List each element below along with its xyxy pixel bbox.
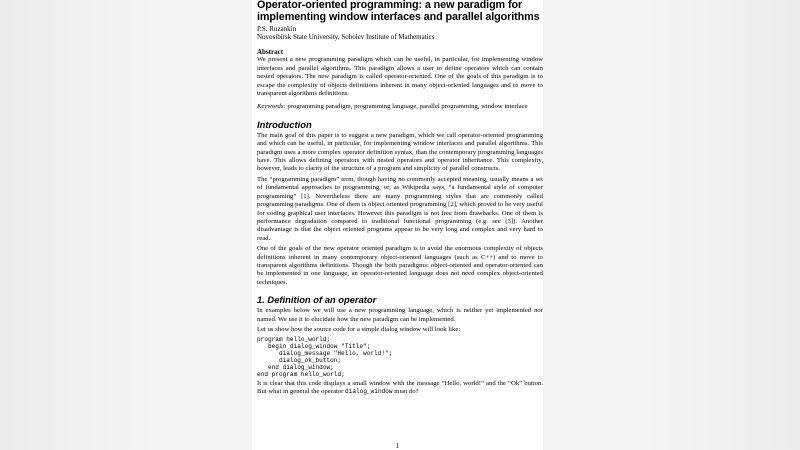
paper-title <box>257 0 543 23</box>
section-1-paragraph-3 <box>257 380 543 397</box>
title-line-1: Operator-oriented programming: a new paradigm for <box>257 0 523 11</box>
author-affiliation: Novosibirsk State University, Sobolev Institute of Mathematics <box>257 33 435 42</box>
author-block <box>257 25 543 41</box>
introduction-heading: Introduction <box>257 118 312 130</box>
keywords <box>257 103 543 111</box>
section-1-paragraph-1: In examples below we will use a new programming language, which is neither yet implemented nor named. We use it to elucidate how the new paradigm can be implemented. <box>257 307 543 323</box>
paragraph-3-text-after: must do? <box>394 388 419 396</box>
title-line-2: implementing window interfaces and parallel algorithms <box>257 10 540 23</box>
abstract-text: We present a new programming paradigm which can be useful, in particular, for implementing window interfaces and parallel algorithms. This paradigm allows a user to define operators which can contain nested operators. The new paradigm is called operator-oriented. One of the goals of this paradigm is to escape the complexity of objects definitions inherent in many object-oriented languages and to move to transparent algorithms definitions. <box>257 56 543 98</box>
intro-paragraph-2: The “programming paradigm” term, though having no commonly accepted meaning, usually means a set of fundamental approaches to programming, or, as Wikipedia says, “a fundamental style of computer programming” [1]. Nevertheless there are many programming styles that are commonly called programming paradigms. One of them is object oriented programming [2], which proved to be very useful for coding graphical user interfaces. However this paradigm is not free from drawbacks. One of them is performance degradation compared to traditional functional programming (e.g. see [3]). Another disadvantage is that the object oriented programs appear to be very long and complex and very hard to read. <box>257 175 543 242</box>
paper-page <box>252 0 543 450</box>
intro-paragraph-1: The main goal of this paper is to suggest a new paradigm, which we call operator-oriented programming and which can be useful, in particular, for implementing window interfaces and parallel algorithms. This paradigm uses a more complex operator definition syntax, than the contemporary programming languages have. This allows defining operators with nested operators and operator inheritance. This complexity, however, leads to clarity of the structure of a program and simplicity of parallel constructs. <box>257 131 543 173</box>
intro-paragraph-3: One of the goals of the new operator oriented paradigm is to avoid the enormous complexity of objects definitions inherent in many contemporary object-oriented languages (such as C++) and to move to transparent algorithms definitions. Though the both paradigms: object-oriented and operator-oriented can be implemented in one language, an operator-oriented language does not need complex object-oriented techniques. <box>257 245 543 286</box>
author-name: P.S. Ruzankin <box>257 25 297 33</box>
keywords-label: Keywords: <box>257 103 286 111</box>
page-content <box>257 0 543 397</box>
inline-code-dialog-window: dialog_window <box>345 388 393 396</box>
paragraph-3-text-before: It is clear that this code displays a small window with the message “Hello, world!” and the “Ok” button. But what in general the operator <box>257 379 543 396</box>
section-1-heading: 1. Definition of an operator <box>257 294 377 306</box>
page-number: 1 <box>395 442 400 450</box>
keywords-text: programming paradigm, programming language, parallel programming, window interface <box>287 103 528 111</box>
abstract-heading: Abstract <box>257 48 284 57</box>
code-example: program hello_world; begin dialog_window "Title"; dialog_message "Hello, world!"; dialog_ok_button; end dialog_window; end program hello_world; <box>257 336 393 378</box>
section-1-paragraph-2: Let us show how the source code for a simple dialog window will look like: <box>257 325 461 333</box>
